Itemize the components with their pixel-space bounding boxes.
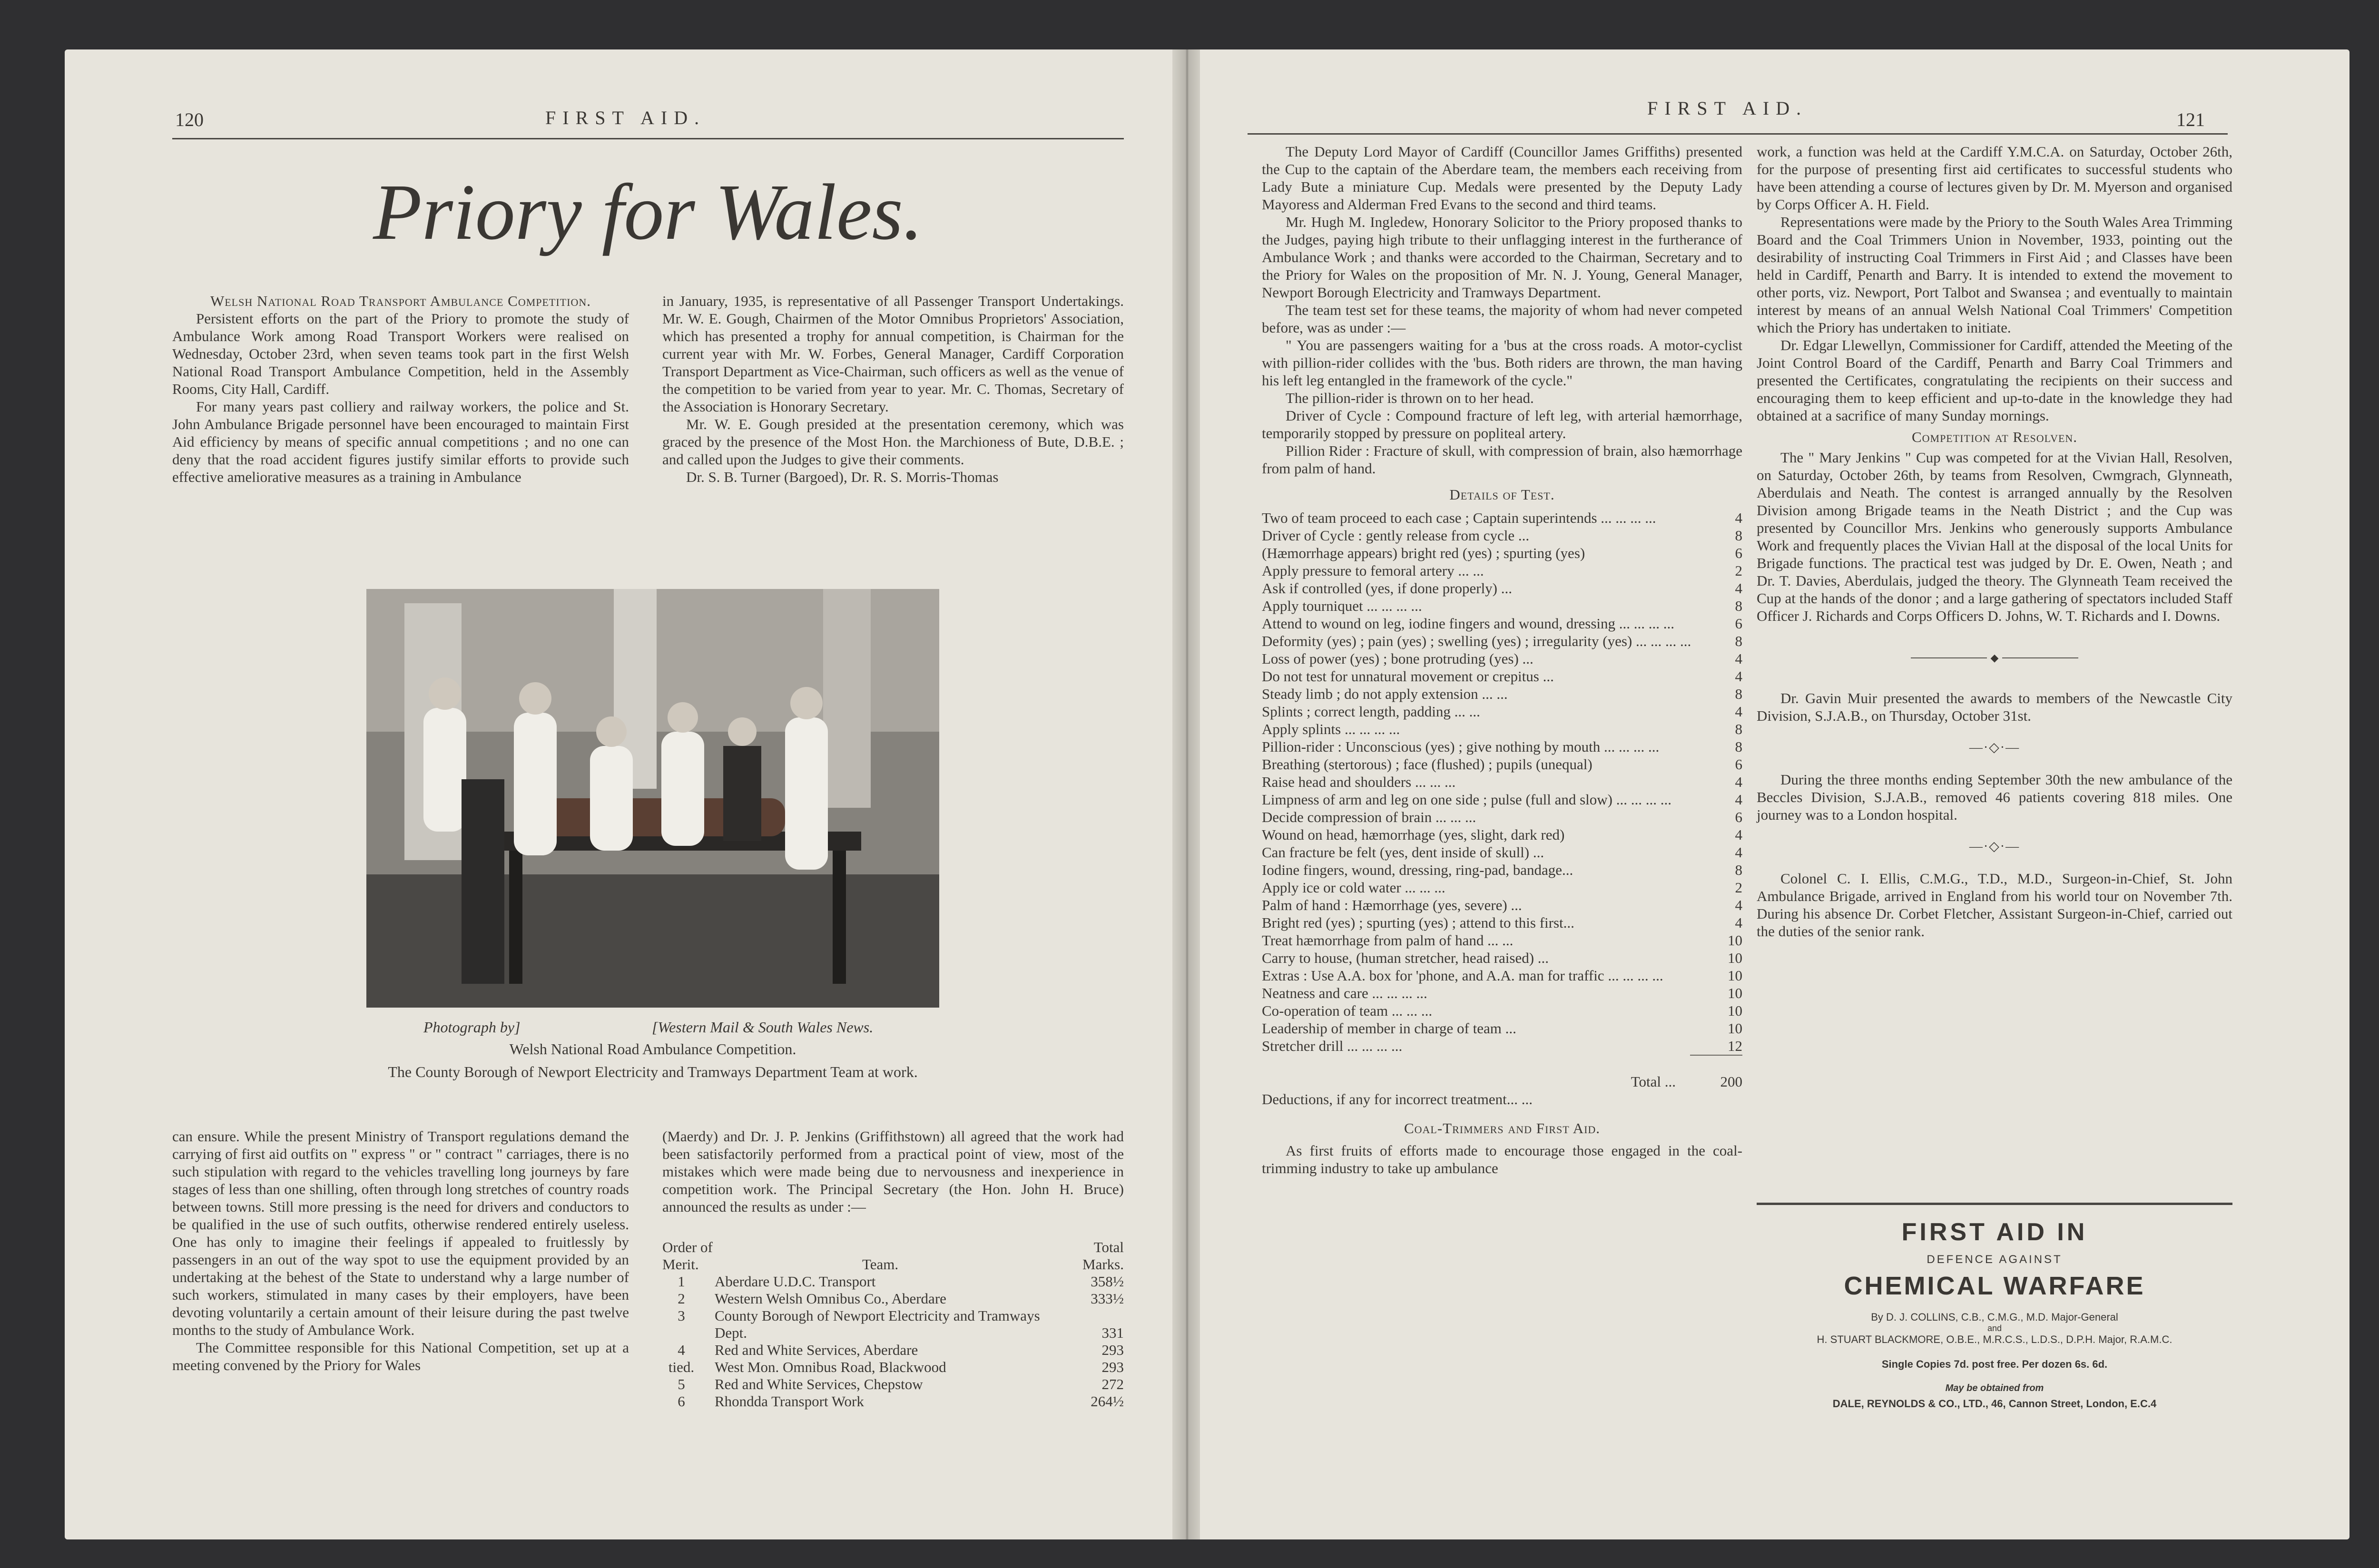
cell-team: West Mon. Omnibus Road, Blackwood: [715, 1359, 946, 1375]
header-rule: [1248, 133, 2228, 135]
header-team: Team.: [862, 1256, 899, 1273]
test-item-text: Stretcher drill ... ... ... ...: [1262, 1038, 1403, 1054]
test-item-mark: 4: [1735, 650, 1742, 667]
section-heading: Welsh National Road Transport Ambulance Competition.: [210, 293, 591, 309]
test-item-text: Limpness of arm and leg on one side ; pulse (full and slow) ... ... ... ...: [1262, 791, 1671, 808]
test-item: [1262, 738, 1742, 755]
test-item-mark: 2: [1735, 562, 1742, 579]
test-item-mark: 6: [1735, 615, 1742, 632]
paragraph: (Maerdy) and Dr. J. P. Jenkins (Griffithstown) all agreed that the work had been satisfactorily performed from a practical point of view, most of the mistakes which were made being due to nervousness and inexperience in competition work. The Principal Secretary (the Hon. John H. Bruce) announced the results as under :—: [662, 1128, 1124, 1215]
table-row: [662, 1393, 1124, 1410]
test-item-mark: 8: [1735, 721, 1742, 737]
test-item: [1262, 931, 1742, 949]
test-item-mark: 4: [1735, 774, 1742, 790]
article-title: Priory for Wales.: [373, 168, 923, 256]
left-column-4: [662, 1127, 1124, 1215]
table-row: [662, 1359, 1124, 1376]
cell-order: 6: [678, 1393, 685, 1410]
paragraph: " You are passengers waiting for a 'bus at the cross roads. A motor-cyclist with pillion-rider collides with the 'bus. Both riders are thrown, the man having his left leg entangled in the framework of the cycle.": [1262, 337, 1742, 389]
test-item: [1262, 1002, 1742, 1019]
book-advertisement: [1757, 1212, 2232, 1410]
left-column-3: [172, 1127, 629, 1374]
test-item-text: Breathing (stertorous) ; face (flushed) ; pupils (unequal): [1262, 756, 1593, 773]
test-item-mark: 10: [1728, 950, 1742, 966]
test-total: [1262, 1055, 1742, 1108]
header-marks: Total Marks.: [1082, 1239, 1124, 1273]
test-item-mark: 4: [1735, 703, 1742, 720]
test-item-text: Carry to house, (human stretcher, head raised) ...: [1262, 950, 1549, 966]
test-item-text: Two of team proceed to each case ; Captain superintends ... ... ... ...: [1262, 510, 1656, 526]
cell-team: County Borough of Newport Electricity and Tramways Dept.: [715, 1307, 1040, 1341]
test-item-text: Attend to wound on leg, iodine fingers and wound, dressing ... ... ... ...: [1262, 615, 1675, 632]
test-item-mark: 4: [1735, 668, 1742, 685]
cell-team: Red and White Services, Chepstow: [715, 1376, 923, 1392]
test-item-text: Driver of Cycle : gently release from cycle ...: [1262, 527, 1530, 544]
section-heading: Competition at Resolven.: [1911, 429, 2078, 445]
test-item: [1262, 773, 1742, 791]
cell-marks: 358½: [1091, 1273, 1124, 1290]
book-gutter: [1170, 49, 1204, 1539]
test-item: [1262, 597, 1742, 615]
test-item-text: Steady limb ; do not apply extension ... ...: [1262, 686, 1508, 702]
test-item-text: Decide compression of brain ... ... ...: [1262, 809, 1476, 825]
left-column-2: [662, 292, 1124, 486]
deductions: Deductions, if any for incorrect treatment... ...: [1262, 1091, 1533, 1107]
test-item: [1262, 826, 1742, 843]
test-item: [1262, 879, 1742, 896]
ornament-divider: ◆: [1757, 647, 2232, 666]
right-column-1: [1262, 143, 1742, 1177]
cell-marks: 272: [1101, 1376, 1124, 1392]
test-item: [1262, 720, 1742, 738]
test-details-list: [1262, 509, 1742, 1055]
header-order: Order of Merit.: [662, 1239, 713, 1273]
paragraph: work, a function was held at the Cardiff Y.M.C.A. on Saturday, October 26th, for the purpose of presenting first aid certificates to successful students who have been attending a course of lectures given by Dr. M. Myerson and organised by Corps Officer A. H. Field.: [1757, 143, 2232, 213]
cell-order: 1: [678, 1273, 685, 1290]
test-item: [1262, 509, 1742, 527]
test-item-mark: 10: [1728, 932, 1742, 949]
test-item-text: Extras : Use A.A. box for 'phone, and A.A. man for traffic ... ... ... ...: [1262, 967, 1663, 984]
test-item-mark: 8: [1735, 738, 1742, 755]
test-item: [1262, 1037, 1742, 1055]
cell-order: tied.: [668, 1359, 695, 1375]
paragraph: can ensure. While the present Ministry of Transport regulations demand the carrying of first aid outfits on " express " or " contract " carriages, there is no such stipulation with regard to the vehicles travelling long journeys by fare stages of less than one shilling, often through long stretches of country roads between towns. Still more pressing is the need for drivers and conductors to be qualified in the use of such outfits, otherwise rendered entirely useless. One has only to imagine their feelings if appealed to fruitlessly by passengers in an out of the way spot to use the equipment provided by an undertaking at the behest of the State to understand why a large number of such workers, stimulated in many cases by their employers, have been devoting voluntarily a certain amount of their leisure during the past twelve months to the study of Ambulance Work.: [172, 1128, 629, 1338]
test-item-mark: 6: [1735, 545, 1742, 561]
cell-marks: 331: [1101, 1324, 1124, 1341]
paragraph: Dr. S. B. Turner (Bargoed), Dr. R. S. Morris-Thomas: [686, 469, 999, 485]
test-item-mark: 6: [1735, 809, 1742, 825]
test-item-mark: 8: [1735, 686, 1742, 702]
test-item-mark: 2: [1735, 879, 1742, 896]
page-number: 120: [175, 109, 204, 130]
test-item-text: (Hæmorrhage appears) bright red (yes) ; spurting (yes): [1262, 545, 1585, 561]
ad-author-1: By D. J. COLLINS, C.B., C.M.G., M.D. Major-General: [1871, 1311, 2118, 1323]
test-item-mark: 4: [1735, 914, 1742, 931]
left-column-1: [172, 292, 629, 486]
paragraph: Dr. Gavin Muir presented the awards to members of the Newcastle City Division, S.J.A.B., on Thursday, October 31st.: [1757, 690, 2232, 724]
cell-marks: 293: [1101, 1342, 1124, 1358]
page-number: 121: [2176, 109, 2205, 130]
cell-team: Red and White Services, Aberdare: [715, 1342, 918, 1358]
test-item-mark: 4: [1735, 510, 1742, 526]
test-item-mark: 10: [1728, 1020, 1742, 1037]
paragraph: Representations were made by the Priory to the South Wales Area Trimming Board and the Coal Trimmers Union in November, 1933, pointing out the desirability of instructing Coal Trimmers in First Aid ; and Classes have been held in Cardiff, Penarth and Barry. It is intended to extend the movement to other ports, viz. Newport, Port Talbot and Swansea ; and eventually to maintain interest by means of an annual Welsh National Coal Trimmers' Competition which the Priory has undertaken to initiate.: [1757, 214, 2232, 336]
paragraph: The Committee responsible for this National Competition, set up at a meeting convened by the Priory for Wales: [172, 1339, 629, 1373]
section-heading: Details of Test.: [1449, 486, 1555, 503]
test-item-text: Apply tourniquet ... ... ... ...: [1262, 598, 1422, 614]
test-item-text: Leadership of member in charge of team ...: [1262, 1020, 1516, 1037]
ad-title-2: CHEMICAL WARFARE: [1844, 1272, 2145, 1300]
cell-order: 4: [678, 1342, 685, 1358]
test-item-text: Treat hæmorrhage from palm of hand ... ...: [1262, 932, 1514, 949]
paragraph: Colonel C. I. Ellis, C.M.G., T.D., M.D., Surgeon-in-Chief, St. John Ambulance Brigade, arrived in England from his world tour on November 7th. During his absence Dr. Corbet Fletcher, Assistant Surgeon-in-Chief, carried out the duties of the senior rank.: [1757, 870, 2232, 940]
paragraph: The pillion-rider is thrown on to her head.: [1286, 390, 1534, 406]
paragraph: in January, 1935, is representative of all Passenger Transport Undertakings. Mr. W. E. Gough, Chairmen of the Motor Omnibus Proprietors' Association, which has presented a trophy for annual competition, is Chairman for the current year with Mr. W. Forbes, General Manager, Cardiff Corporation Transport Department as Vice-Chairman, such officers as well as the venue of the competition to be varied from year to year. Mr. C. Thomas, Secretary of the Association is Honorary Secretary.: [662, 293, 1124, 415]
test-item-text: Co-operation of team ... ... ...: [1262, 1002, 1433, 1019]
photo-caption-1: Welsh National Road Ambulance Competition.: [509, 1040, 796, 1058]
test-item-mark: 8: [1735, 862, 1742, 878]
photo-credit-left: Photograph by]: [423, 1019, 521, 1036]
paragraph: Pillion Rider : Fracture of skull, with compression of brain, also hæmorrhage from palm of hand.: [1262, 442, 1742, 477]
test-item-mark: 4: [1735, 826, 1742, 843]
cell-team: Aberdare U.D.C. Transport: [715, 1273, 876, 1290]
paragraph: During the three months ending September 30th the new ambulance of the Beccles Division, S.J.A.B., removed 46 patients covering 818 miles. One journey was to a London hospital.: [1757, 771, 2232, 823]
paragraph: Persistent efforts on the part of the Priory to promote the study of Ambulance Work among Road Transport Workers were realised on Wednesday, October 23rd, when seven teams took part in the first Welsh National Road Transport Ambulance Competition, held in the Assembly Rooms, City Hall, Cardiff.: [172, 310, 629, 397]
test-item: [1262, 544, 1742, 562]
test-item-text: Iodine fingers, wound, dressing, ring-pad, bandage...: [1262, 862, 1573, 878]
paragraph: The team test set for these teams, the majority of whom had never competed before, was as under :—: [1262, 302, 1742, 336]
table-row: [662, 1307, 1124, 1342]
test-item-text: Splints ; correct length, padding ... ...: [1262, 703, 1480, 720]
test-item: [1262, 667, 1742, 685]
test-item: [1262, 967, 1742, 984]
right-column-2: [1757, 143, 2232, 940]
test-item-text: Raise head and shoulders ... ... ...: [1262, 774, 1456, 790]
ornament-divider: —·◇·—: [1969, 839, 2020, 854]
test-item: [1262, 650, 1742, 667]
test-item-text: Palm of hand : Hæmorrhage (yes, severe) ...: [1262, 897, 1522, 913]
test-item-text: Can fracture be felt (yes, dent inside of skull) ...: [1262, 844, 1544, 861]
cell-team: Rhondda Transport Work: [715, 1393, 864, 1410]
test-item-text: Apply pressure to femoral artery ... ...: [1262, 562, 1484, 579]
cell-marks: 293: [1101, 1359, 1124, 1375]
paragraph: Mr. W. E. Gough presided at the presentation ceremony, which was graced by the presence of the Most Hon. the Marchioness of Bute, D.B.E. ; and called upon the Judges to give their comments.: [662, 416, 1124, 468]
ad-publisher: DALE, REYNOLDS & CO., LTD., 46, Cannon Street, London, E.C.4: [1832, 1398, 2157, 1410]
test-item-text: Pillion-rider : Unconscious (yes) ; give nothing by mouth ... ... ... ...: [1262, 738, 1660, 755]
results-table: [662, 1239, 1124, 1410]
ad-title-1: FIRST AID IN: [1901, 1218, 2088, 1246]
test-item-mark: 8: [1735, 598, 1742, 614]
right-page: [1200, 49, 2350, 1539]
ad-and: and: [1987, 1323, 2002, 1333]
ad-obtain: May be obtained from: [1945, 1383, 2044, 1393]
ad-rule: [1757, 1203, 2232, 1205]
test-item-mark: 8: [1735, 527, 1742, 544]
test-item: [1262, 632, 1742, 650]
running-head: FIRST AID.: [545, 107, 706, 128]
test-item-mark: 4: [1735, 897, 1742, 913]
cell-marks: 264½: [1091, 1393, 1124, 1410]
paragraph: Dr. Edgar Llewellyn, Commissioner for Cardiff, attended the Meeting of the Joint Control Board of the Cardiff, Penarth and Barry Coal Trimmers and presented the Certificates, congratulating the recipients on their success and encouraging them to keep efficient and up-to-date in the knowledge they had obtained at a sacrifice of many Sunday mornings.: [1757, 337, 2232, 424]
test-item-text: Deformity (yes) ; pain (yes) ; swelling (yes) ; irregularity (yes) ... ... ... ...: [1262, 633, 1691, 649]
paragraph: Mr. Hugh M. Ingledew, Honorary Solicitor to the Priory proposed thanks to the Judges, paying high tribute to their unflagging interest in the furtherance of Ambulance Work ; and thanks were accorded to the Chairman, Secretary and to the Priory for Wales on the proposition of Mr. N. J. Young, General Manager, Newport Borough Electricity and Tramways Department.: [1262, 214, 1742, 301]
total-value: 200: [1720, 1073, 1742, 1090]
cell-order: 5: [678, 1376, 685, 1392]
table-row: [662, 1273, 1124, 1290]
ad-author-2: H. STUART BLACKMORE, O.B.E., M.R.C.S., L.D.S., D.P.H. Major, R.A.M.C.: [1817, 1333, 2173, 1345]
photo-credit-right: [Western Mail & South Wales News.: [652, 1019, 874, 1036]
test-item: [1262, 914, 1742, 931]
ad-subtitle: DEFENCE AGAINST: [1927, 1253, 2063, 1266]
test-item: [1262, 755, 1742, 773]
test-item-text: Apply splints ... ... ... ...: [1262, 721, 1400, 737]
cell-marks: 333½: [1091, 1290, 1124, 1307]
test-item-mark: 10: [1728, 1002, 1742, 1019]
test-item-text: Ask if controlled (yes, if done properly) ...: [1262, 580, 1513, 597]
running-head: FIRST AID.: [1647, 98, 1808, 119]
total-label: Total ...: [1631, 1073, 1676, 1090]
test-item-text: Apply ice or cold water ... ... ...: [1262, 879, 1445, 896]
test-item: [1262, 861, 1742, 879]
paragraph: The " Mary Jenkins " Cup was competed for at the Vivian Hall, Resolven, on Saturday, October 26th, by teams from Resolven, Cwmgrach, Glynneath, Aberdulais and Neath. The contest is arranged annually by the Resolven Division among Brigade teams in the Neath District ; and the Cup was presented by Councillor Mrs. Jenkins who generously supports Ambulance Work and frequently places the Vivian Hall at the disposal of the local Units for Brigade functions. The practical test was judged by Dr. E. Owen, Neath ; and Dr. T. Davies, Aberdulais, judged the theory. The Glynneath Team received the Cup at the hands of the donor ; and a large gathering of spectators included Staff Officer J. Richards and Corps Officers D. Johns, W. T. Richards and I. Downs.: [1757, 449, 2232, 624]
table-header: [662, 1239, 1124, 1273]
test-item-mark: 12: [1728, 1038, 1742, 1054]
test-item-mark: 8: [1735, 633, 1742, 649]
test-item: [1262, 843, 1742, 861]
table-row: [662, 1376, 1124, 1393]
test-item-text: Wound on head, hæmorrhage (yes, slight, dark red): [1262, 826, 1565, 843]
test-item-mark: 4: [1735, 844, 1742, 861]
test-item: [1262, 579, 1742, 597]
table-row: [662, 1342, 1124, 1359]
paragraph: Driver of Cycle : Compound fracture of left leg, with arterial hæmorrhage, temporarily stopped by pressure on popliteal artery.: [1262, 407, 1742, 441]
ad-price: Single Copies 7d. post free. Per dozen 6s. 6d.: [1881, 1358, 2108, 1370]
photo-illustration: [366, 589, 939, 1008]
test-item: [1262, 685, 1742, 703]
test-item: [1262, 984, 1742, 1002]
competition-photograph: [366, 589, 939, 1008]
paragraph: The Deputy Lord Mayor of Cardiff (Councillor James Griffiths) presented the Cup to the captain of the Aberdare team, the members each receiving from Lady Bute a miniature Cup. Medals were presented by the Deputy Lady Mayoress and Alderman Fred Evans to the second and third teams.: [1262, 143, 1742, 213]
header-rule: [172, 138, 1124, 139]
test-item: [1262, 703, 1742, 720]
test-item: [1262, 1019, 1742, 1037]
paragraph: For many years past colliery and railway workers, the police and St. John Ambulance Brigade personnel have been encouraged to maintain First Aid efficiency by means of specific annual competitions ; and no one can deny that the road accident figures justify similar efforts to provide such effective ameliorative measures as a training in Ambulance: [172, 398, 629, 485]
cell-order: 3: [678, 1307, 685, 1324]
test-item-text: Do not test for unnatural movement or crepitus ...: [1262, 668, 1554, 685]
paragraph: As first fruits of efforts made to encourage those engaged in the coal-trimming industry to take up ambulance: [1262, 1142, 1742, 1176]
test-item-text: Neatness and care ... ... ... ...: [1262, 985, 1427, 1001]
test-item-text: Loss of power (yes) ; bone protruding (yes) ...: [1262, 650, 1534, 667]
section-heading: Coal-Trimmers and First Aid.: [1404, 1120, 1601, 1137]
test-item-mark: 10: [1728, 985, 1742, 1001]
table-row: [662, 1290, 1124, 1307]
test-item: [1262, 527, 1742, 544]
test-item: [1262, 615, 1742, 632]
ornament-divider: —·◇·—: [1969, 740, 2020, 755]
test-item-mark: 4: [1735, 791, 1742, 808]
cell-team: Western Welsh Omnibus Co., Aberdare: [715, 1290, 946, 1307]
test-item-mark: 6: [1735, 756, 1742, 773]
test-item-mark: 4: [1735, 580, 1742, 597]
test-item-mark: 10: [1728, 967, 1742, 984]
test-item: [1262, 791, 1742, 808]
test-item: [1262, 562, 1742, 579]
test-item: [1262, 949, 1742, 967]
test-item: [1262, 808, 1742, 826]
photo-caption-2: The County Borough of Newport Electricity and Tramways Department Team at work.: [388, 1063, 918, 1080]
cell-order: 2: [678, 1290, 685, 1307]
test-item-text: Bright red (yes) ; spurting (yes) ; attend to this first...: [1262, 914, 1574, 931]
left-page: [65, 49, 1172, 1539]
test-item: [1262, 896, 1742, 914]
